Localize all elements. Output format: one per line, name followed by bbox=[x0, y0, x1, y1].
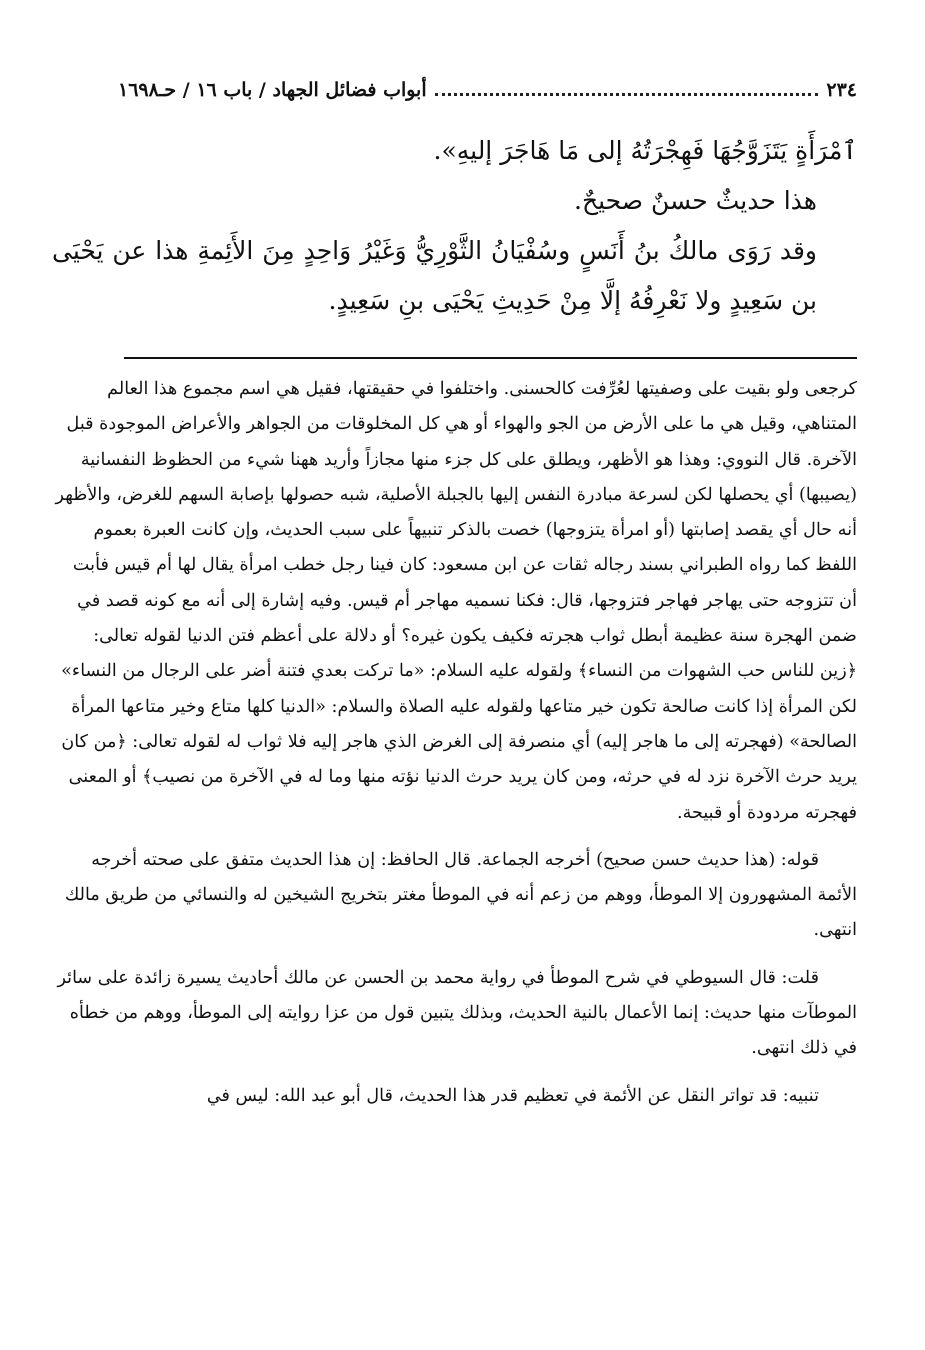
hadith-main-text bbox=[52, 126, 857, 326]
chapter-reference: أبواب فضائل الجهاد / باب ١٦ / حـ١٦٩٨ bbox=[118, 79, 427, 101]
commentary-paragraph-1: كرجعى ولو بقيت على وصفيتها لعُرِّفت كالحسنى. واختلفوا في حقيقتها، فقيل هي اسم مجموع هذا العالم المتناهي، وقيل هي ما على الأرض من الجو والهواء أو هي كل المخلوقات من الجواهر والأعراض الموجودة قبل الآخرة. قال النووي: وهذا هو الأظهر، ويطلق على كل جزء منها مجازاً وأريد ههنا شيء من الحظوظ النفسانية (يصيبها) أي يحصلها لكن لسرعة مبادرة النفس إليها بالجبلة الأصلية، شبه حصولها بإصابة السهم للغرض، والأظهر أنه حال أي يقصد إصابتها (أو امرأة يتزوجها) خصت بالذكر تنبيهاً على سبب الحديث، وإن كانت العبرة بعموم اللفظ كما رواه الطبراني بسند رجاله ثقات عن ابن مسعود: كان فينا رجل خطب امرأة يقال لها أم قيس فأبت أن تتزوجه حتى يهاجر فهاجر فتزوجها، قال: فكنا نسميه مهاجر أم قيس. وفيه إشارة إلى أنه مع كونه قصد في ضمن الهجرة سنة عظيمة أبطل ثواب هجرته فكيف يكون غيره؟ أو دلالة على أعظم فتن الدنيا لقوله تعالى: ﴿زين للناس حب الشهوات من النساء﴾ ولقوله عليه السلام: «ما تركت بعدي فتنة أضر على الرجال من النساء» لكن المرأة إذا كانت صالحة تكون خير متاعها ولقوله عليه الصلاة والسلام: «الدنيا كلها متاع وخير متاعها المرأة الصالحة» (فهجرته إلى ما هاجر إليه) أي منصرفة إلى الغرض الذي هاجر إليه فلا ثواب له لقوله تعالى: ﴿من كان يريد حرث الآخرة نزد له في حرثه، ومن كان يريد حرث الدنيا نؤته منها وما له في الآخرة من نصيب﴾ أو المعنى فهجرته مردودة أو قبيحة. bbox=[55, 379, 857, 823]
separator-rule bbox=[124, 357, 857, 359]
leader-dots bbox=[435, 93, 819, 96]
commentary bbox=[52, 372, 857, 1114]
main-line-1: ٱمْرَأَةٍ يَتَزَوَّجُهَا فَهِجْرَتُهُ إلى مَا هَاجَرَ إليهِ». bbox=[433, 136, 857, 165]
main-line-narration: وقد رَوَى مالكُ بنُ أَنَسٍ وسُفْيَانُ الثَّوْرِيُّ وَغَيْرُ وَاحِدٍ مِنَ الأَئِمةِ هذا عن يَحْيَى بن سَعِيدٍ ولا نَعْرِفُهُ إلَّا مِنْ حَدِيثِ يَحْيَى بنِ سَعِيدٍ. bbox=[52, 236, 817, 315]
commentary-paragraph-2: قوله: (هذا حديث حسن صحيح) أخرجه الجماعة. قال الحافظ: إن هذا الحديث متفق على صحته أخرجه الأئمة المشهورون إلا الموطأ، ووهم من زعم أنه في الموطأ مغتر بتخريج الشيخين له والنسائي من طريق مالك انتهى. bbox=[64, 849, 857, 941]
commentary-paragraph-4: تنبيه: قد تواتر النقل عن الأئمة في تعظيم قدر هذا الحديث، قال أبو عبد الله: ليس في bbox=[206, 1085, 819, 1106]
page-number: ٢٣٤ bbox=[826, 79, 857, 101]
main-line-grading: هذا حديثٌ حسنٌ صحيحٌ. bbox=[574, 186, 817, 215]
running-head bbox=[118, 72, 857, 108]
commentary-paragraph-3: قلت: قال السيوطي في شرح الموطأ في رواية محمد بن الحسن عن مالك أحاديث يسيرة زائدة على سائر الموطآت منها حديث: إنما الأعمال بالنية الحديث، وبذلك يتبين قول من عزا روايته إلى الموطأ، ووهم من خطأه في ذلك انتهى. bbox=[57, 967, 857, 1059]
